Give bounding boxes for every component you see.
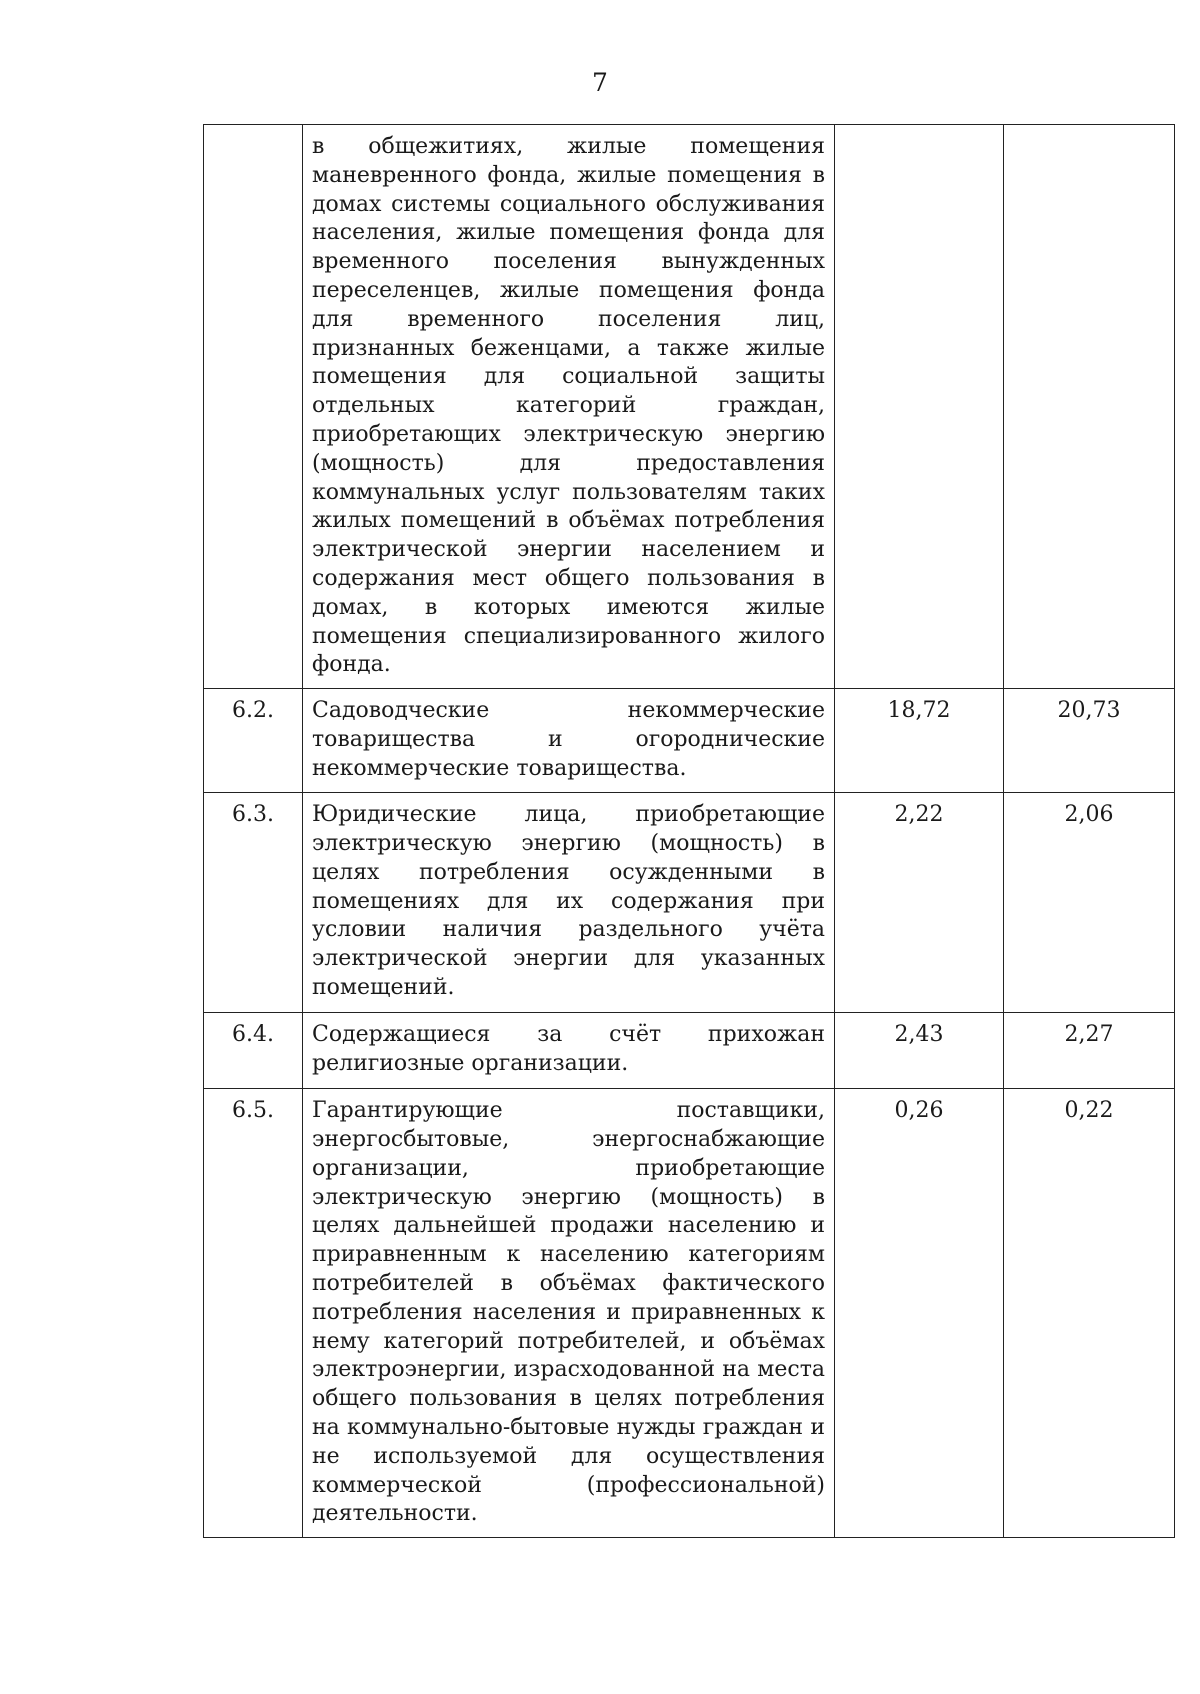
row-value-1 [835,125,1004,689]
row-value-2: 2,06 [1004,793,1175,1013]
row-value-1: 2,22 [835,793,1004,1013]
table-row [204,125,1175,689]
row-description: Садоводческие некоммерческие товарищества и огороднические некоммерческие товарищества. [303,689,835,793]
row-description: в общежитиях, жилые помещения маневренного фонда, жилые помещения в домах системы социального обслуживания населения, жилые помещения фонда для временного поселения вынужденных переселенцев, жилые помещения фонда для временного поселения лиц, признанных беженцами, а также жилые помещения для социальной защиты отдельных категорий граждан, приобретающих электрическую энергию (мощность) для предоставления коммунальных услуг пользователям таких жилых помещений в объёмах потребления электрической энергии населением и содержания мест общего пользования в домах, в которых имеются жилые помещения специализированного жилого фонда. [303,125,835,689]
row-value-2: 2,27 [1004,1013,1175,1089]
row-value-1: 18,72 [835,689,1004,793]
row-description: Гарантирующие поставщики, энергосбытовые, энергоснабжающие организации, приобретающие электрическую энергию (мощность) в целях дальнейшей продажи населению и приравненным к населению категориям потребителей в объёмах фактического потребления населения и приравненных к нему категорий потребителей, и объёмах электроэнергии, израсходованной на места общего пользования в целях потребления на коммунально-бытовые нужды граждан и не используемой для осуществления коммерческой (профессиональной) деятельности. [303,1089,835,1538]
row-value-2: 20,73 [1004,689,1175,793]
table-row [204,793,1175,1013]
row-description: Юридические лица, приобретающие электрическую энергию (мощность) в целях потребления осужденными в помещениях для их содержания при условии наличия раздельного учёта электрической энергии для указанных помещений. [303,793,835,1013]
row-number: 6.4. [204,1013,303,1089]
row-description: Содержащиеся за счёт прихожан религиозные организации. [303,1013,835,1089]
row-value-2: 0,22 [1004,1089,1175,1538]
row-value-1: 2,43 [835,1013,1004,1089]
table-row [204,1013,1175,1089]
row-value-1: 0,26 [835,1089,1004,1538]
row-number: 6.3. [204,793,303,1013]
row-number: 6.2. [204,689,303,793]
page-number: 7 [592,68,608,97]
table-row [204,1089,1175,1538]
row-value-2 [1004,125,1175,689]
tariff-table [203,124,1175,1538]
row-number: 6.5. [204,1089,303,1538]
table-row [204,689,1175,793]
row-number [204,125,303,689]
